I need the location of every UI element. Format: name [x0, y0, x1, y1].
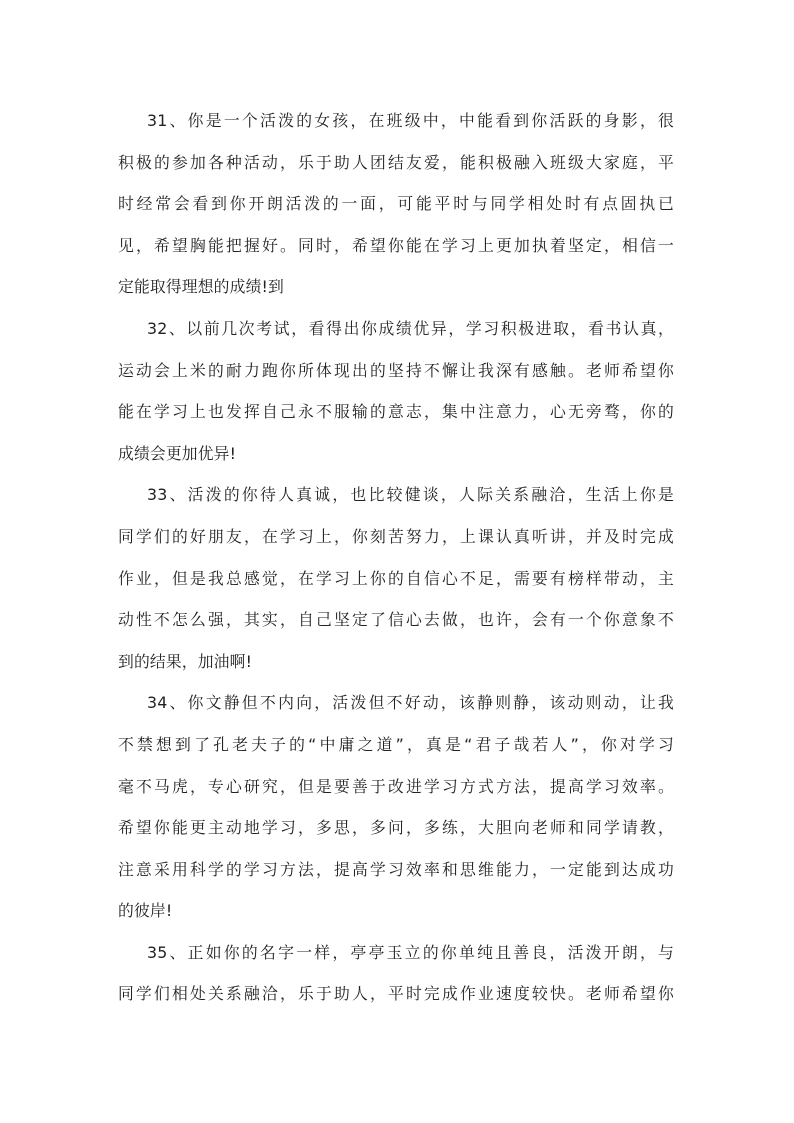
paragraph-35-line-2: 同学们相处关系融洽，乐于助人，平时完成作业速度较快。老师希望你 [118, 984, 674, 1004]
paragraph-32-line-3: 能在学习上也发挥自己永不服输的意志，集中注意力，心无旁骛，你的 [118, 402, 674, 422]
document-body [118, 100, 674, 1015]
paragraph-31-line-2: 积极的参加各种活动，乐于助人团结友爱，能积极融入班级大家庭，平 [118, 152, 674, 172]
paragraph-34-line-2: 不禁想到了孔老夫子的“中庸之道”，真是“君子哉若人”，你对学习 [118, 734, 674, 754]
paragraph-32-line-4: 成绩会更加优异! [118, 443, 237, 463]
paragraph-31-line-1: 31、你是一个活泼的女孩，在班级中，中能看到你活跃的身影，很 [147, 111, 674, 130]
paragraph-31-line-3: 时经常会看到你开朗活泼的一面，可能平时与同学相处时有点固执已 [118, 194, 674, 214]
paragraph-33-line-2: 同学们的好朋友，在学习上，你刻苦努力，上课认真听讲，并及时完成 [118, 526, 674, 546]
paragraph-35-line-1: 35、正如你的名字一样，亭亭玉立的你单纯且善良，活泼开朗，与 [147, 942, 674, 962]
paragraph-34-line-5: 注意采用科学的学习方法，提高学习效率和思维能力，一定能到达成功 [118, 859, 674, 879]
paragraph-32-line-1: 32、以前几次考试，看得出你成绩优异，学习积极进取，看书认真， [147, 318, 674, 338]
paragraph-34-line-6: 的彼岸! [118, 901, 173, 921]
paragraph-33-line-5: 到的结果，加油啊! [118, 651, 253, 671]
paragraph-34-line-3: 毫不马虎，专心研究，但是要善于改进学习方式方法，提高学习效率。 [118, 776, 674, 796]
paragraph-31-line-5: 定能取得理想的成绩!到 [118, 277, 284, 297]
paragraph-34-line-1: 34、你文静但不内向，活泼但不好动，该静则静，该动则动，让我 [147, 693, 674, 713]
paragraph-33-line-3: 作业，但是我总感觉，在学习上你的自信心不足，需要有榜样带动，主 [118, 568, 674, 588]
paragraph-33-line-4: 动性不怎么强，其实，自己坚定了信心去做，也许，会有一个你意象不 [118, 610, 674, 630]
paragraph-31-line-4: 见，希望胸能把握好。同时，希望你能在学习上更加执着坚定，相信一 [118, 235, 674, 255]
paragraph-33-line-1: 33、活泼的你待人真诚，也比较健谈，人际关系融洽，生活上你是 [147, 485, 674, 505]
paragraph-32-line-2: 运动会上米的耐力跑你所体现出的坚持不懈让我深有感触。老师希望你 [118, 360, 674, 380]
paragraph-34-line-4: 希望你能更主动地学习，多思，多问，多练，大胆向老师和同学请教， [118, 818, 674, 838]
